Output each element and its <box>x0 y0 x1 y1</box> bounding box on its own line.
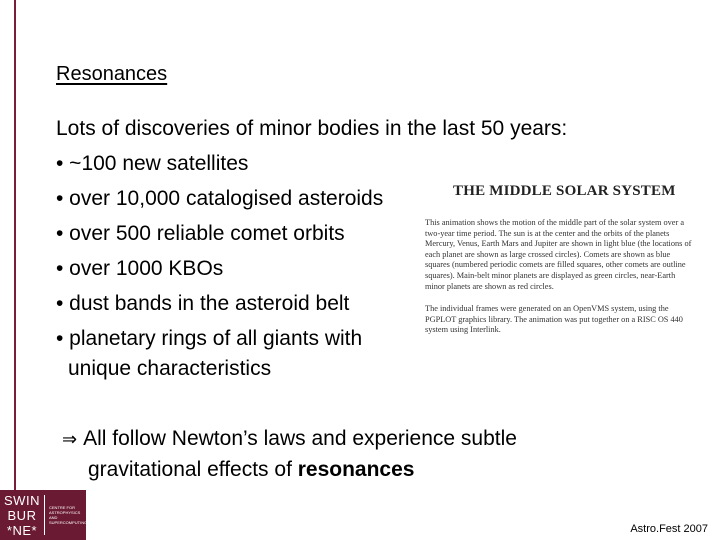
bullet-item: • over 10,000 catalogised asteroids <box>56 187 384 210</box>
inset-title: THE MIDDLE SOLAR SYSTEM <box>453 183 676 199</box>
bullet-item: • over 500 reliable comet orbits <box>56 222 345 245</box>
conclusion-line-2 <box>62 455 517 485</box>
conclusion <box>62 424 517 485</box>
logo-wordmark <box>0 493 44 538</box>
bullet-item: • ~100 new satellites <box>56 152 249 175</box>
conclusion-emphasis: resonances <box>297 458 415 481</box>
middle-solar-system-inset <box>425 183 720 336</box>
left-accent-rule <box>14 0 16 490</box>
conclusion-line-2-text: gravitational effects of <box>88 458 298 481</box>
implies-arrow-icon: ⇒ <box>62 429 78 450</box>
logo-line: BUR <box>7 507 37 523</box>
swinburne-logo <box>0 490 86 540</box>
slide-title: Resonances <box>56 63 168 85</box>
footer-event-label: Astro.Fest 2007 <box>630 523 708 535</box>
bullet-item: • over 1000 KBOs <box>56 257 224 280</box>
bullet-continuation: unique characteristics <box>68 357 272 380</box>
logo-tagline: CENTRE FOR ASTROPHYSICS AND SUPERCOMPUTING <box>49 505 88 525</box>
inset-description: This animation shows the motion of the middle part of the solar system over a two-year time period. The sun is at the center and the orbits of the planets Mercury, Venus, Earth Mars and Jupiter are shown in light blue (the locations of each planet are shown as large crossed circles). Comets are shown as blue squares (numbered periodic comets are filled squares, other comets are outline squares). Main-belt minor planets are displayed as green circles, near-Earth minor planets are shown as red circles. <box>425 218 692 291</box>
intro-line: Lots of discoveries of minor bodies in the last 50 years: <box>56 117 568 140</box>
inset-credit: The individual frames were generated on an OpenVMS system, using the PGPLOT graphics library. The animation was put together on a RISC OS 440 system using Interlink. <box>425 304 683 335</box>
bullet-item: • planetary rings of all giants with <box>56 327 363 350</box>
conclusion-line-1: All follow Newton’s laws and experience subtle <box>83 427 517 450</box>
logo-line: SWIN <box>4 492 40 508</box>
logo-line: *NE* <box>6 522 38 538</box>
bullet-item: • dust bands in the asteroid belt <box>56 292 350 315</box>
